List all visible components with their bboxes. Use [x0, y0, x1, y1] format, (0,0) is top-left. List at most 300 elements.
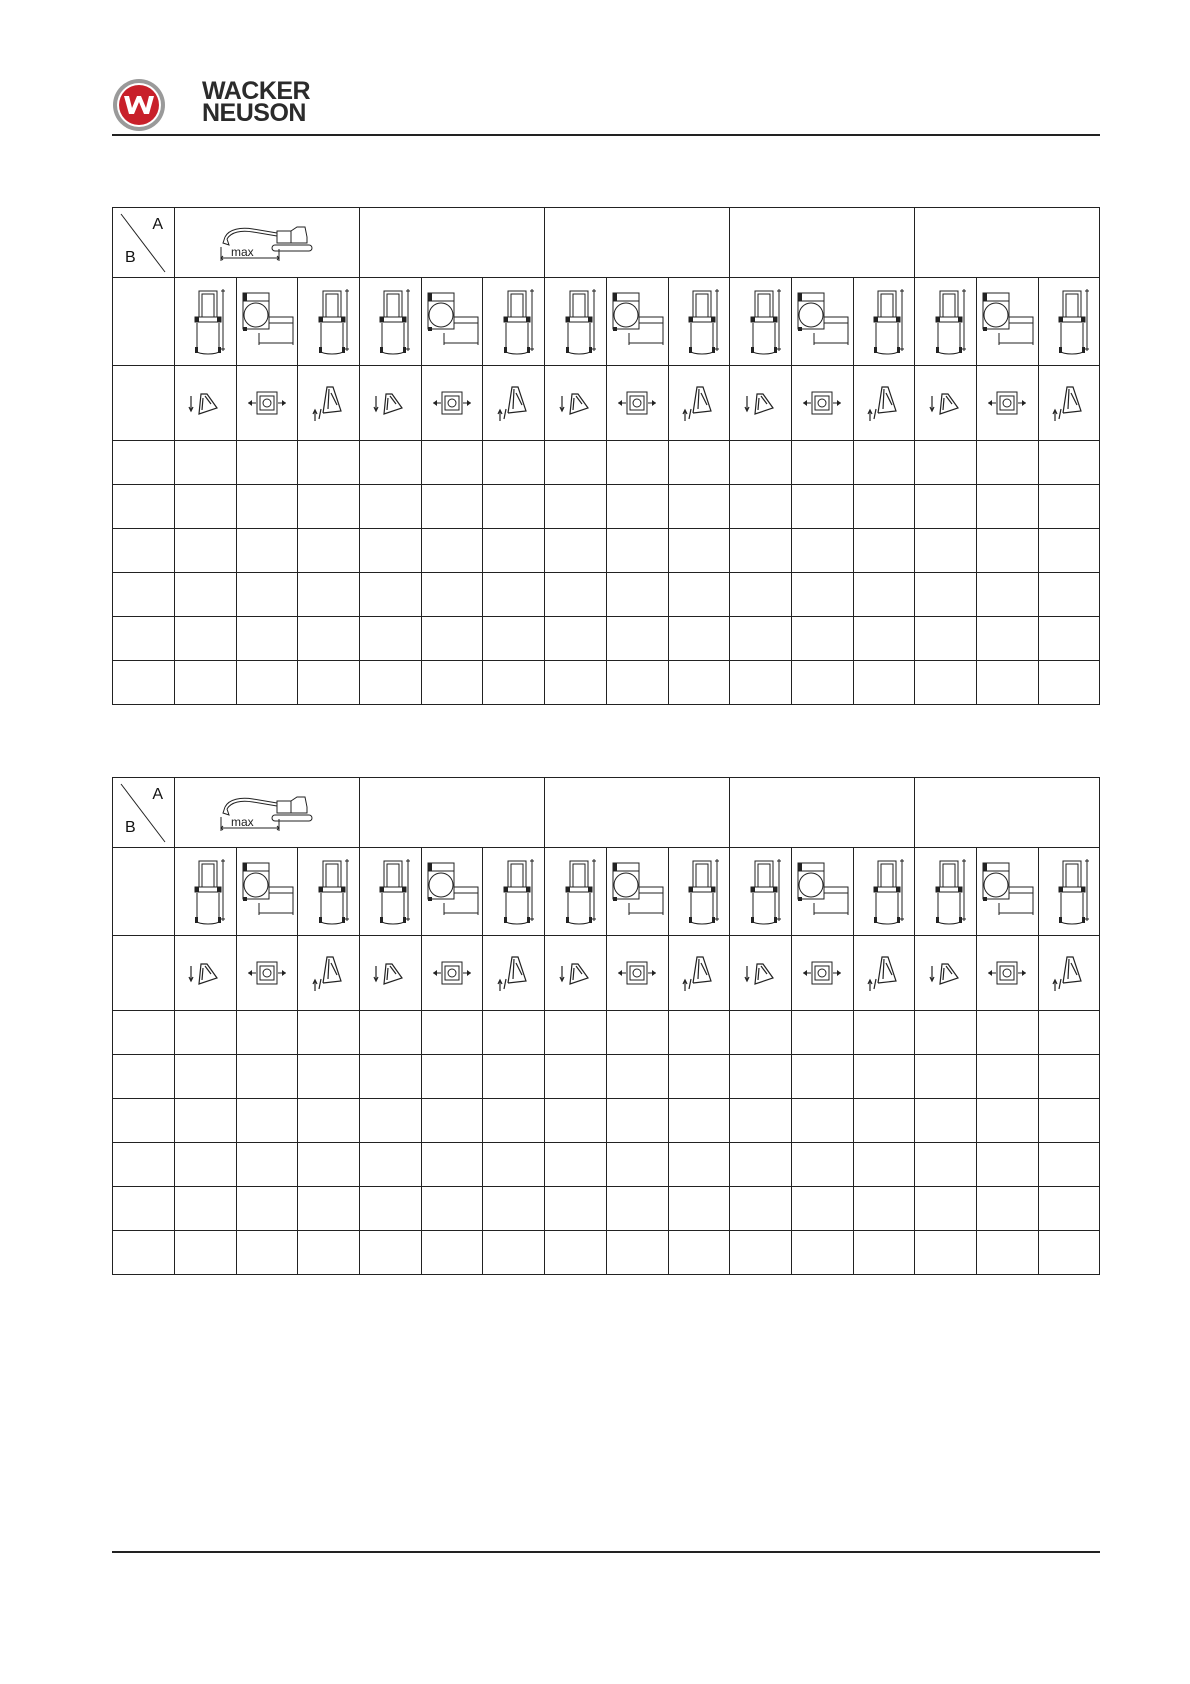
icon-cell: [175, 278, 237, 366]
load-value-cell: [1038, 1099, 1100, 1143]
corner-cell-a-b: [113, 778, 175, 848]
reach-header-cell: [730, 778, 915, 848]
icon-cell: [298, 366, 360, 441]
load-value-cell: [360, 617, 422, 661]
front-view-dimension-icon: [730, 848, 791, 935]
table-row: [113, 617, 1100, 661]
front-view-dimension-icon: [360, 848, 421, 935]
row-label-cell: [113, 848, 175, 936]
load-value-cell: [1038, 1231, 1100, 1275]
blade-raised-icon: [483, 936, 544, 1010]
load-value-cell: [298, 1099, 360, 1143]
blade-raised-icon: [854, 366, 915, 440]
footer-divider: [112, 1551, 1100, 1553]
icon-cell: [236, 278, 298, 366]
brand-wordmark: [202, 77, 311, 127]
icon-cell: [421, 936, 483, 1011]
row-label-cell: [113, 936, 175, 1011]
side-view-dimension-icon: [607, 278, 668, 365]
load-value-cell: [915, 1055, 977, 1099]
load-value-cell: [668, 441, 730, 485]
side-view-dimension-icon: [237, 278, 298, 365]
blade-lowered-icon: [915, 366, 976, 440]
load-value-cell: [606, 1231, 668, 1275]
load-value-cell: [730, 1055, 792, 1099]
blade-lowered-icon: [360, 366, 421, 440]
load-value-cell: [791, 661, 853, 705]
front-view-dimension-icon: [730, 278, 791, 365]
load-value-cell: [360, 441, 422, 485]
side-view-dimension-icon: [977, 278, 1038, 365]
load-value-cell: [730, 1099, 792, 1143]
load-value-cell: [791, 617, 853, 661]
icon-cell: [236, 936, 298, 1011]
load-value-cell: [915, 1011, 977, 1055]
icon-cell: [483, 366, 545, 441]
load-value-cell: [483, 1055, 545, 1099]
rotation-360-icon: [792, 366, 853, 440]
row-label-cell: [113, 1099, 175, 1143]
row-label-cell: [113, 1011, 175, 1055]
front-view-dimension-icon: [483, 848, 544, 935]
blade-raised-icon: [669, 366, 730, 440]
front-view-dimension-icon: [915, 278, 976, 365]
load-value-cell: [730, 661, 792, 705]
load-value-cell: [606, 661, 668, 705]
load-value-cell: [360, 1187, 422, 1231]
front-view-dimension-icon: [483, 278, 544, 365]
load-value-cell: [1038, 617, 1100, 661]
load-value-cell: [977, 617, 1039, 661]
side-view-dimension-icon: [607, 848, 668, 935]
blade-lowered-icon: [545, 936, 606, 1010]
load-value-cell: [853, 1143, 915, 1187]
load-value-cell: [298, 441, 360, 485]
icon-cell: [791, 278, 853, 366]
load-value-cell: [977, 485, 1039, 529]
load-value-cell: [915, 1143, 977, 1187]
load-value-cell: [1038, 1187, 1100, 1231]
load-value-cell: [175, 441, 237, 485]
load-value-cell: [483, 529, 545, 573]
load-value-cell: [853, 1055, 915, 1099]
load-value-cell: [915, 441, 977, 485]
icon-cell: [977, 278, 1039, 366]
row-label-cell: [113, 1055, 175, 1099]
load-value-cell: [360, 573, 422, 617]
load-value-cell: [298, 661, 360, 705]
load-value-cell: [853, 1231, 915, 1275]
load-value-cell: [606, 1055, 668, 1099]
front-view-dimension-icon: [298, 278, 359, 365]
icon-cell: [236, 848, 298, 936]
load-value-cell: [236, 485, 298, 529]
load-value-cell: [483, 1099, 545, 1143]
side-view-dimension-icon: [792, 278, 853, 365]
load-value-cell: [668, 1011, 730, 1055]
load-value-cell: [791, 1143, 853, 1187]
load-value-cell: [483, 1143, 545, 1187]
header-divider: [112, 134, 1100, 136]
icon-cell: [1038, 278, 1100, 366]
icon-cell: [853, 848, 915, 936]
load-value-cell: [1038, 661, 1100, 705]
load-value-cell: [545, 1055, 607, 1099]
front-view-dimension-icon: [298, 848, 359, 935]
row-label-cell: [113, 573, 175, 617]
load-value-cell: [483, 1187, 545, 1231]
icon-cell: [421, 278, 483, 366]
load-value-cell: [668, 1143, 730, 1187]
load-value-cell: [421, 485, 483, 529]
load-value-cell: [668, 573, 730, 617]
load-value-cell: [915, 1187, 977, 1231]
side-view-dimension-icon: [422, 848, 483, 935]
load-value-cell: [853, 1099, 915, 1143]
load-value-cell: [298, 1055, 360, 1099]
load-value-cell: [853, 441, 915, 485]
max-reach-header: [175, 778, 360, 848]
brand-line-2: NEUSON: [202, 99, 306, 127]
icon-cell: [915, 366, 977, 441]
blade-raised-icon: [669, 936, 730, 1010]
icon-cell: [915, 278, 977, 366]
side-view-dimension-icon: [422, 278, 483, 365]
corner-cell-a-b: [113, 208, 175, 278]
load-value-cell: [977, 1099, 1039, 1143]
rotation-360-icon: [977, 366, 1038, 440]
corner-label-a: A: [152, 786, 163, 803]
front-view-dimension-icon: [915, 848, 976, 935]
side-view-dimension-icon: [977, 848, 1038, 935]
wacker-neuson-logo-icon: [112, 78, 166, 132]
reach-header-cell: [915, 208, 1100, 278]
row-label-cell: [113, 441, 175, 485]
load-value-cell: [915, 529, 977, 573]
icon-cell: [730, 366, 792, 441]
blade-raised-icon: [483, 366, 544, 440]
load-value-cell: [360, 1143, 422, 1187]
load-value-cell: [236, 441, 298, 485]
front-view-dimension-icon: [1039, 278, 1100, 365]
corner-label-a: A: [152, 216, 163, 233]
load-value-cell: [977, 441, 1039, 485]
load-value-cell: [483, 573, 545, 617]
load-value-cell: [1038, 441, 1100, 485]
load-value-cell: [360, 1099, 422, 1143]
icon-cell: [668, 936, 730, 1011]
rotation-360-icon: [607, 936, 668, 1010]
rotation-360-icon: [237, 936, 298, 1010]
icon-cell: [175, 848, 237, 936]
load-value-cell: [791, 441, 853, 485]
load-value-cell: [236, 1099, 298, 1143]
svg-text:max: max: [231, 244, 254, 259]
load-value-cell: [483, 485, 545, 529]
load-value-cell: [606, 485, 668, 529]
load-value-cell: [236, 1187, 298, 1231]
load-value-cell: [1038, 485, 1100, 529]
load-value-cell: [236, 1143, 298, 1187]
front-view-dimension-icon: [545, 848, 606, 935]
blade-lowered-icon: [545, 366, 606, 440]
icon-cell: [791, 366, 853, 441]
load-value-cell: [915, 661, 977, 705]
load-value-cell: [236, 1055, 298, 1099]
icon-cell: [236, 366, 298, 441]
load-value-cell: [360, 661, 422, 705]
icon-cell: [421, 848, 483, 936]
load-value-cell: [668, 1055, 730, 1099]
blade-raised-icon: [1039, 936, 1100, 1010]
load-value-cell: [421, 617, 483, 661]
load-value-cell: [545, 1143, 607, 1187]
icon-cell: [791, 936, 853, 1011]
load-value-cell: [606, 1099, 668, 1143]
load-value-cell: [915, 1231, 977, 1275]
table-row: [113, 661, 1100, 705]
load-value-cell: [483, 617, 545, 661]
load-value-cell: [730, 441, 792, 485]
load-value-cell: [421, 661, 483, 705]
brand-line-1: WACKER: [202, 77, 311, 105]
load-value-cell: [545, 529, 607, 573]
load-value-cell: [668, 529, 730, 573]
icon-cell: [483, 936, 545, 1011]
load-value-cell: [421, 1055, 483, 1099]
load-value-cell: [545, 1099, 607, 1143]
load-value-cell: [175, 1055, 237, 1099]
front-view-dimension-icon: [175, 278, 236, 365]
row-label-cell: [113, 1231, 175, 1275]
icon-cell: [977, 366, 1039, 441]
blade-raised-icon: [1039, 366, 1100, 440]
icon-cell: [360, 848, 422, 936]
icon-cell: [606, 848, 668, 936]
row-label-cell: [113, 278, 175, 366]
load-value-cell: [236, 1231, 298, 1275]
load-value-cell: [853, 1011, 915, 1055]
load-value-cell: [977, 661, 1039, 705]
icon-cell: [545, 366, 607, 441]
load-value-cell: [606, 617, 668, 661]
load-value-cell: [853, 485, 915, 529]
load-value-cell: [175, 1187, 237, 1231]
load-value-cell: [730, 573, 792, 617]
load-value-cell: [236, 617, 298, 661]
blade-lowered-icon: [175, 936, 236, 1010]
load-value-cell: [977, 1143, 1039, 1187]
icon-cell: [915, 936, 977, 1011]
load-value-cell: [483, 441, 545, 485]
load-value-cell: [1038, 573, 1100, 617]
icon-cell: [298, 848, 360, 936]
load-value-cell: [730, 529, 792, 573]
load-value-cell: [853, 661, 915, 705]
load-value-cell: [606, 441, 668, 485]
icon-cell: [360, 936, 422, 1011]
load-value-cell: [791, 1099, 853, 1143]
icon-cell: [360, 366, 422, 441]
load-value-cell: [668, 1099, 730, 1143]
load-value-cell: [791, 1231, 853, 1275]
table-row: [113, 1099, 1100, 1143]
icon-cell: [175, 366, 237, 441]
row-label-cell: [113, 366, 175, 441]
reach-header-cell: [730, 208, 915, 278]
rotation-360-icon: [422, 936, 483, 1010]
side-view-dimension-icon: [237, 848, 298, 935]
load-value-cell: [421, 441, 483, 485]
blade-raised-icon: [298, 366, 359, 440]
row-label-cell: [113, 1187, 175, 1231]
load-value-cell: [606, 1187, 668, 1231]
rotation-360-icon: [607, 366, 668, 440]
icon-cell: [606, 278, 668, 366]
load-value-cell: [545, 1011, 607, 1055]
load-value-cell: [668, 1187, 730, 1231]
icon-cell: [915, 848, 977, 936]
front-view-dimension-icon: [669, 278, 730, 365]
load-value-cell: [175, 529, 237, 573]
load-value-cell: [853, 1187, 915, 1231]
load-value-cell: [668, 661, 730, 705]
row-label-cell: [113, 485, 175, 529]
load-value-cell: [853, 573, 915, 617]
load-value-cell: [977, 1011, 1039, 1055]
load-value-cell: [483, 661, 545, 705]
icon-cell: [1038, 936, 1100, 1011]
table-row: [113, 441, 1100, 485]
load-value-cell: [791, 1055, 853, 1099]
icon-cell: [977, 936, 1039, 1011]
load-value-cell: [483, 1231, 545, 1275]
load-value-cell: [853, 529, 915, 573]
icon-cell: [1038, 848, 1100, 936]
load-value-cell: [545, 1231, 607, 1275]
load-value-cell: [730, 1143, 792, 1187]
icon-cell: [730, 936, 792, 1011]
load-value-cell: [915, 573, 977, 617]
load-value-cell: [668, 617, 730, 661]
load-value-cell: [236, 573, 298, 617]
rotation-360-icon: [792, 936, 853, 1010]
load-value-cell: [175, 1011, 237, 1055]
load-value-cell: [668, 485, 730, 529]
load-value-cell: [977, 1231, 1039, 1275]
icon-cell: [668, 366, 730, 441]
icon-cell: [545, 936, 607, 1011]
load-value-cell: [545, 441, 607, 485]
icon-cell: [730, 278, 792, 366]
icon-cell: [977, 848, 1039, 936]
blade-lowered-icon: [360, 936, 421, 1010]
load-value-cell: [606, 529, 668, 573]
load-value-cell: [483, 1011, 545, 1055]
icon-cell: [853, 366, 915, 441]
icon-cell: [853, 278, 915, 366]
load-value-cell: [915, 485, 977, 529]
load-value-cell: [977, 1055, 1039, 1099]
svg-text:max: max: [231, 814, 254, 829]
load-table-1: [112, 207, 1100, 705]
load-value-cell: [730, 1231, 792, 1275]
icon-cell: [853, 936, 915, 1011]
load-value-cell: [730, 1187, 792, 1231]
load-value-cell: [977, 573, 1039, 617]
load-value-cell: [360, 1231, 422, 1275]
table-row: [113, 1143, 1100, 1187]
load-value-cell: [175, 661, 237, 705]
table-row: [113, 1011, 1100, 1055]
load-value-cell: [545, 617, 607, 661]
front-view-dimension-icon: [360, 278, 421, 365]
page-header: [112, 76, 1100, 136]
icon-cell: [483, 848, 545, 936]
load-value-cell: [668, 1231, 730, 1275]
load-value-cell: [421, 1187, 483, 1231]
icon-cell: [421, 366, 483, 441]
table-row: [113, 485, 1100, 529]
load-value-cell: [1038, 1055, 1100, 1099]
load-value-cell: [298, 529, 360, 573]
table-row: [113, 1231, 1100, 1275]
load-value-cell: [298, 1011, 360, 1055]
load-value-cell: [853, 617, 915, 661]
front-view-dimension-icon: [175, 848, 236, 935]
icon-cell: [1038, 366, 1100, 441]
row-label-cell: [113, 661, 175, 705]
load-value-cell: [1038, 1143, 1100, 1187]
blade-lowered-icon: [730, 936, 791, 1010]
load-value-cell: [360, 1055, 422, 1099]
excavator-max-reach-icon: [175, 778, 359, 847]
corner-label-b: B: [125, 819, 136, 836]
load-value-cell: [175, 1099, 237, 1143]
load-value-cell: [360, 1011, 422, 1055]
load-value-cell: [606, 573, 668, 617]
excavator-max-reach-icon: [175, 208, 359, 277]
side-view-dimension-icon: [792, 848, 853, 935]
load-value-cell: [977, 529, 1039, 573]
load-value-cell: [730, 617, 792, 661]
table-row: [113, 529, 1100, 573]
row-label-cell: [113, 529, 175, 573]
load-value-cell: [298, 485, 360, 529]
load-value-cell: [236, 1011, 298, 1055]
load-value-cell: [236, 661, 298, 705]
load-value-cell: [915, 617, 977, 661]
load-value-cell: [545, 661, 607, 705]
reach-header-cell: [360, 778, 545, 848]
front-view-dimension-icon: [545, 278, 606, 365]
load-value-cell: [791, 529, 853, 573]
blade-lowered-icon: [730, 366, 791, 440]
blade-raised-icon: [298, 936, 359, 1010]
row-label-cell: [113, 617, 175, 661]
load-value-cell: [360, 485, 422, 529]
load-value-cell: [421, 1143, 483, 1187]
load-value-cell: [730, 485, 792, 529]
load-value-cell: [421, 1011, 483, 1055]
icon-cell: [668, 278, 730, 366]
icon-cell: [545, 848, 607, 936]
icon-cell: [606, 936, 668, 1011]
load-table-2: [112, 777, 1100, 1275]
load-value-cell: [298, 617, 360, 661]
icon-cell: [298, 936, 360, 1011]
load-value-cell: [175, 1231, 237, 1275]
